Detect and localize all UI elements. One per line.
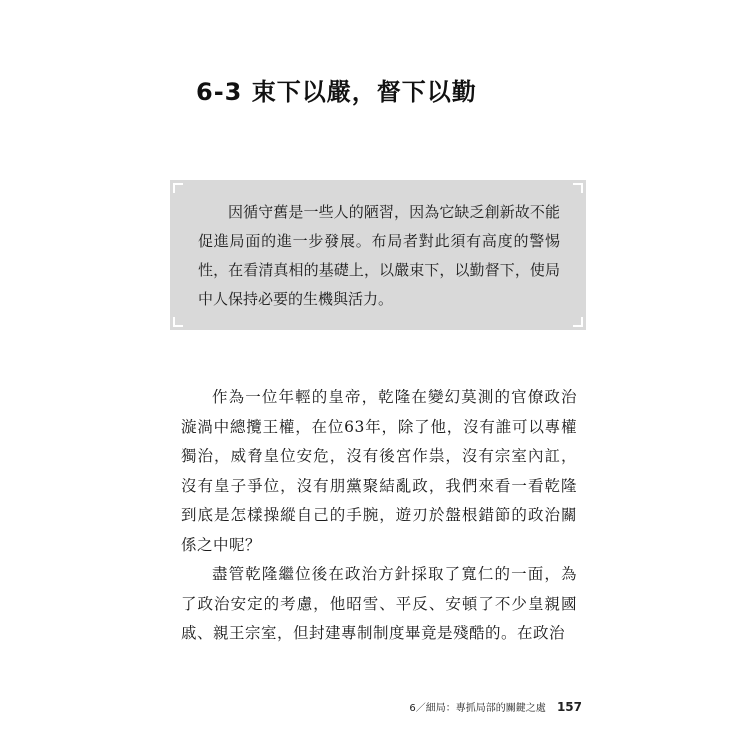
- summary-box: [170, 180, 586, 330]
- body-paragraph: 盡管乾隆繼位後在政治方針採取了寬仁的一面，為了政治安定的考慮，他昭雪、平反、安頓了不少皇親國戚、親王宗室，但封建專制制度畢竟是殘酷的。在政治: [181, 565, 577, 642]
- corner-ornament: [573, 317, 583, 327]
- corner-ornament: [173, 317, 183, 327]
- corner-ornament: [173, 183, 183, 193]
- corner-ornament: [573, 183, 583, 193]
- page-footer: [409, 699, 582, 714]
- summary-text: 因循守舊是一些人的陋習，因為它缺乏創新故不能促進局面的進一步發展。布局者對此須有高度的警惕性，在看清真相的基礎上，以嚴束下，以勤督下，使局中人保持必要的生機與活力。: [198, 203, 560, 308]
- chapter-label: 6／細局：專抓局部的關鍵之處: [409, 703, 546, 714]
- page-title: 6-3 束下以嚴，督下以勤: [196, 78, 477, 106]
- body-paragraph: 作為一位年輕的皇帝，乾隆在變幻莫測的官僚政治漩渦中總攬王權，在位63年，除了他，沒有誰可以專權獨治，威脅皇位安危，沒有後宮作祟，沒有宗室內訌，沒有皇子爭位，沒有朋黨聚結亂政，我們來看一看乾隆到底是怎樣操縱自己的手腕，遊刃於盤根錯節的政治關係之中呢？: [181, 388, 577, 554]
- body-text: [181, 383, 577, 649]
- page-number: 157: [556, 700, 582, 714]
